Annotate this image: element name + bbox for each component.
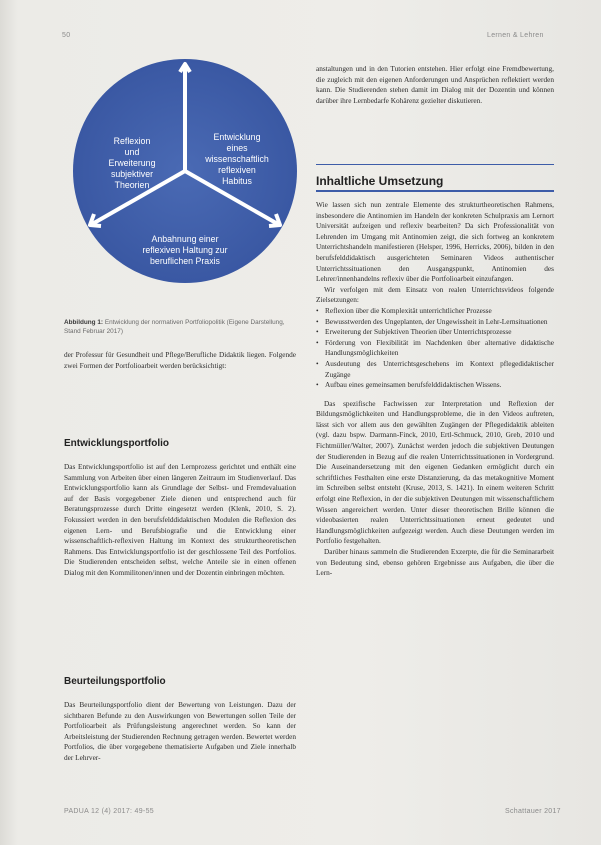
heading-entwicklungsportfolio: Entwicklungsportfolio <box>64 438 169 449</box>
footer-publisher: Schattauer 2017 <box>505 808 561 815</box>
right-para3: Das spezifische Fachwissen zur Interpretation und Reflexion der Bildungsmöglichkeiten und Handlungsprobleme, die in den Videos auftreten, lässt sich vor allem aus den gewählten Zugängen der Pflegedidaktik ableiten (vgl. dazu bspw. Darmann-Finck, 2010, Ertl-Schmuck, 2010, Greb, 2010 und Fichtmüller/Walter, 2007). Zunächst werden jedoch die subjektiven Deutungen der Studierenden in Bezug auf die realen Unterrichtssituationen in Vordergrund. Die Auseinandersetzung mit den eigenen Gedanken ermöglicht durch ein schriftliches Festhalten eine erste Distanzierung, da das metakognitive Moment im Schreiben selbst entsteht (Kruse, 2013, S. 1421). In einem weiteren Schritt erfolgt eine Reflexion, in der die subjektiven Deutungen mit wissenschaftlichem Wissen angereichert werden. Unter dieser theoretischen Brille können die videobasierten realen Unterrichtssituationen erneut gedeutet und Handlungsmöglichkeiten aufgezeigt werden. Auch diese Deutungen werden im Portfolio festgehalten. <box>316 398 554 546</box>
caption-text: Entwicklung der normativen Portfoliopolitik (Eigene Darstellung, Stand Februar 2017) <box>64 319 285 335</box>
left-intro: der Professur für Gesundheit und Pflege/Berufliche Didaktik liegen. Folgende zwei Formen der Portfolioarbeit werden berücksichtigt: <box>64 350 296 370</box>
caption-label: Abbildung 1: <box>64 319 104 326</box>
list-item: • Ausdeutung des Unterrichtsgeschehens im Kontext pflegedidaktischer Zugänge <box>316 359 554 380</box>
right-para4: Darüber hinaus sammeln die Studierenden Exzerpte, die für die Seminararbeit von Bedeutung sind, ebenso gehören Ergebnisse aus Aufgaben, die über die Lern- <box>316 547 554 578</box>
right-para2: Wir verfolgen mit dem Einsatz von realen Unterrichtsvideos folgende Zielsetzungen: <box>316 284 554 305</box>
list-item: • Erweiterung der Subjektiven Theorien über Unterrichtsprozesse <box>316 327 554 338</box>
list-item: • Förderung von Flexibilität im Nachdenken über alternative didaktische Handlungsmöglichkeiten <box>316 338 554 359</box>
right-top-text: anstaltungen und in den Tutorien entstehen. Hier erfolgt eine Fremdbewertung, die zugleich mit den eigenen Anforderungen und Ansprüchen reflektiert werden kann. Die Studierenden stehen damit im Dialog mit der Dozentin und können darüber ihre Lernbedarfe Kohärenz gezielter diskutieren. <box>316 64 554 105</box>
left-section1: Das Entwicklungsportfolio ist auf den Lernprozess gerichtet und enthält eine Sammlung von Arbeiten über einen längeren Zeitraum im Studienverlauf. Das Entwicklungsportfolio kann als Grundlage der Selbst- und Fremdevaluation auf der Basis vorgegebener Ziele dienen und entsprechend auch für Beratungsprozesse durch Dritte eingesetzt werden (Klenk, 2010, S. 2). Fokussiert werden in den berufsfelddidaktischen Modulen die Reflexion des eigenen Lern- und Berufsbiografie und die Entwicklung einer wissenschaftlich-reflexiven Haltung im Kontext des strukturtheoretischen Rahmens. Das Entwicklungsportfolio ist der geschlossene Teil des Portfolios. Die Studierenden entscheiden selbst, welche Anteile sie in einen offenen Dialog mit den Kommilitonen/innen und der Dozentin einbringen möchten. <box>64 462 296 577</box>
left-section2: Das Beurteilungsportfolio dient der Bewertung von Leistungen. Dazu der sichtbaren Befunde zu den Auswirkungen von Bewertungen sollen Teile der Portfolioarbeit als Prüfungsleistung angerechnet werden. So kann der Arbeitsleistung der Studierenden Rechnung getragen werden. Bewertet werden Portfolios, die über vorgegebene thematisierte Aufgaben und Ziele innerhalb der Lehrver- <box>64 700 296 762</box>
right-para1: Wie lassen sich nun zentrale Elemente des strukturtheoretischen Rahmens, insbesondere die Antinomien im Handeln der konkreten Schulpraxis am Lernort Universität aufzeigen und reflexiv bearbeiten? Da sich Professionalität von Lehrenden im Umgang mit Antinomien zeigt, die sich fortweg an konkretem Unterrichtshandeln manifestieren (Helsper, 1996, Herricks, 2006), bilden in den berufsfelddidaktisch ausgerichteten Seminaren Videos authentischer Unterrichtssituationen den Ausgangspunkt, Antinomien des Lehrer/innenhandelns reflexiv über die Portfolioarbeit einzufangen. <box>316 200 554 284</box>
footer-citation: PADUA 12 (4) 2017: 49-55 <box>64 808 154 815</box>
journal-name: Lernen & Lehren <box>487 32 544 39</box>
segment-label-bottom: Anbahnung einer reflexiven Haltung zur beruflichen Praxis <box>142 234 228 266</box>
list-item: • Reflexion über die Komplexität unterrichtlicher Prozesse <box>316 306 554 317</box>
heading-beurteilungsportfolio: Beurteilungsportfolio <box>64 676 166 687</box>
heading-rule <box>316 164 554 165</box>
segment-label-right: Entwicklung eines wissenschaftlich reflexiven Habitus <box>205 132 269 186</box>
list-item: • Bewusstwerden des Ungeplanten, der Ungewissheit in Lehr-Lernsituationen <box>316 317 554 328</box>
portfolio-diagram <box>72 58 298 284</box>
right-body <box>316 200 554 579</box>
figure-caption <box>64 318 296 336</box>
list-item: • Aufbau eines gemeinsamen berufsfelddidaktischen Wissens. <box>316 380 554 391</box>
page-number: 50 <box>62 32 71 39</box>
goal-list <box>316 306 554 391</box>
heading-inhaltliche-umsetzung: Inhaltliche Umsetzung <box>316 174 554 192</box>
segment-label-left: Reflexion und Erweiterung subjektiver Theorien <box>108 136 156 190</box>
